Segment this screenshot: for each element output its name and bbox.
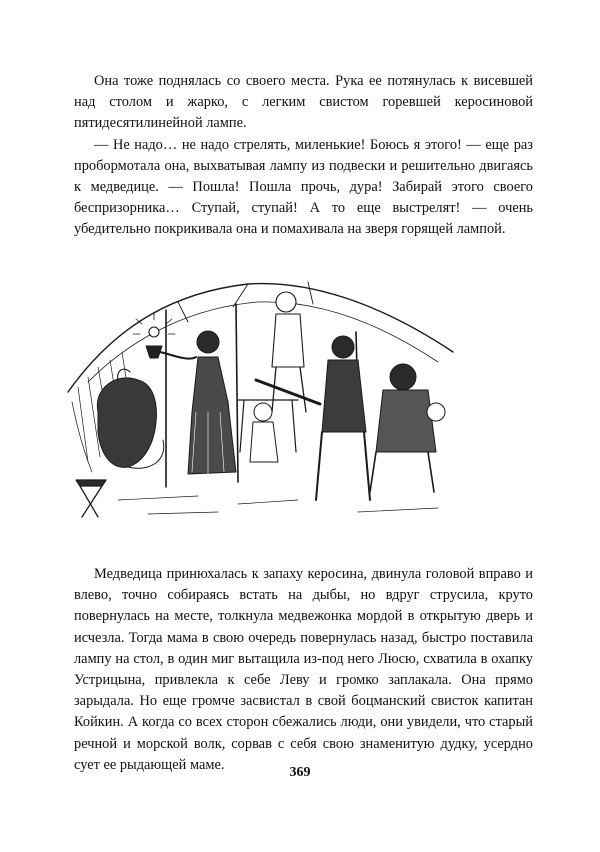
paragraph: Медведица принюхалась к запаху керосина, двинула головой вправо и влево, точно собираясь встать на дыбы, но вдруг струсила, круто повернулась на месте, толкнула медвежонка мордой в открытую дверь и исчезла. Тогда мама в свою очередь повернулась назад, быстро поставила лампу на стол, в один миг вытащила из-под него Люсю, схватила в охапку Устрицына, привлекла к себе Леву и громко заплакала. Она прямо зарыдала. Но еще громче засвистал в свой боцманский свисток капитан Койкин. А когда со всех сторон сбежались люди, они увидели, что старый речной и морской волк, сорвав с себя свою знаменитую дудку, усердно сует ее рыдающей маме. — [74, 566, 533, 773]
woman-figure — [160, 331, 236, 474]
paragraph: Она тоже поднялась со своего места. Рука ее потянулась к висевшей над столом и жарко, с легким свистом горевшей керосиновой пятидесятилинейной лампе. — [74, 73, 533, 132]
ground-lines — [118, 496, 438, 514]
text-block-top — [74, 71, 533, 241]
stool — [76, 480, 106, 517]
page-number: 369 — [289, 765, 311, 780]
paragraph: — Не надо… не надо стрелять, миленькие! Боюсь я этого! — еще раз пробормотала она, выхватывая лампу из подвески и решительно двигаясь к медведице. — Пошла! Пошла прочь, дура! Забирай этого своего беспризорника… Ступай, ступай! А то еще выстрелят! — очень убедительно покрикивала она и помахивала на зверя горящей лампой. — [74, 136, 533, 238]
kerosene-lamp — [133, 312, 175, 358]
standing-man-figure — [272, 292, 306, 412]
text-block-bottom — [74, 564, 533, 776]
child-figure — [250, 403, 278, 462]
bearded-man-figure — [370, 364, 445, 492]
tent-scene-illustration — [58, 262, 463, 527]
bear-figure — [97, 369, 163, 468]
